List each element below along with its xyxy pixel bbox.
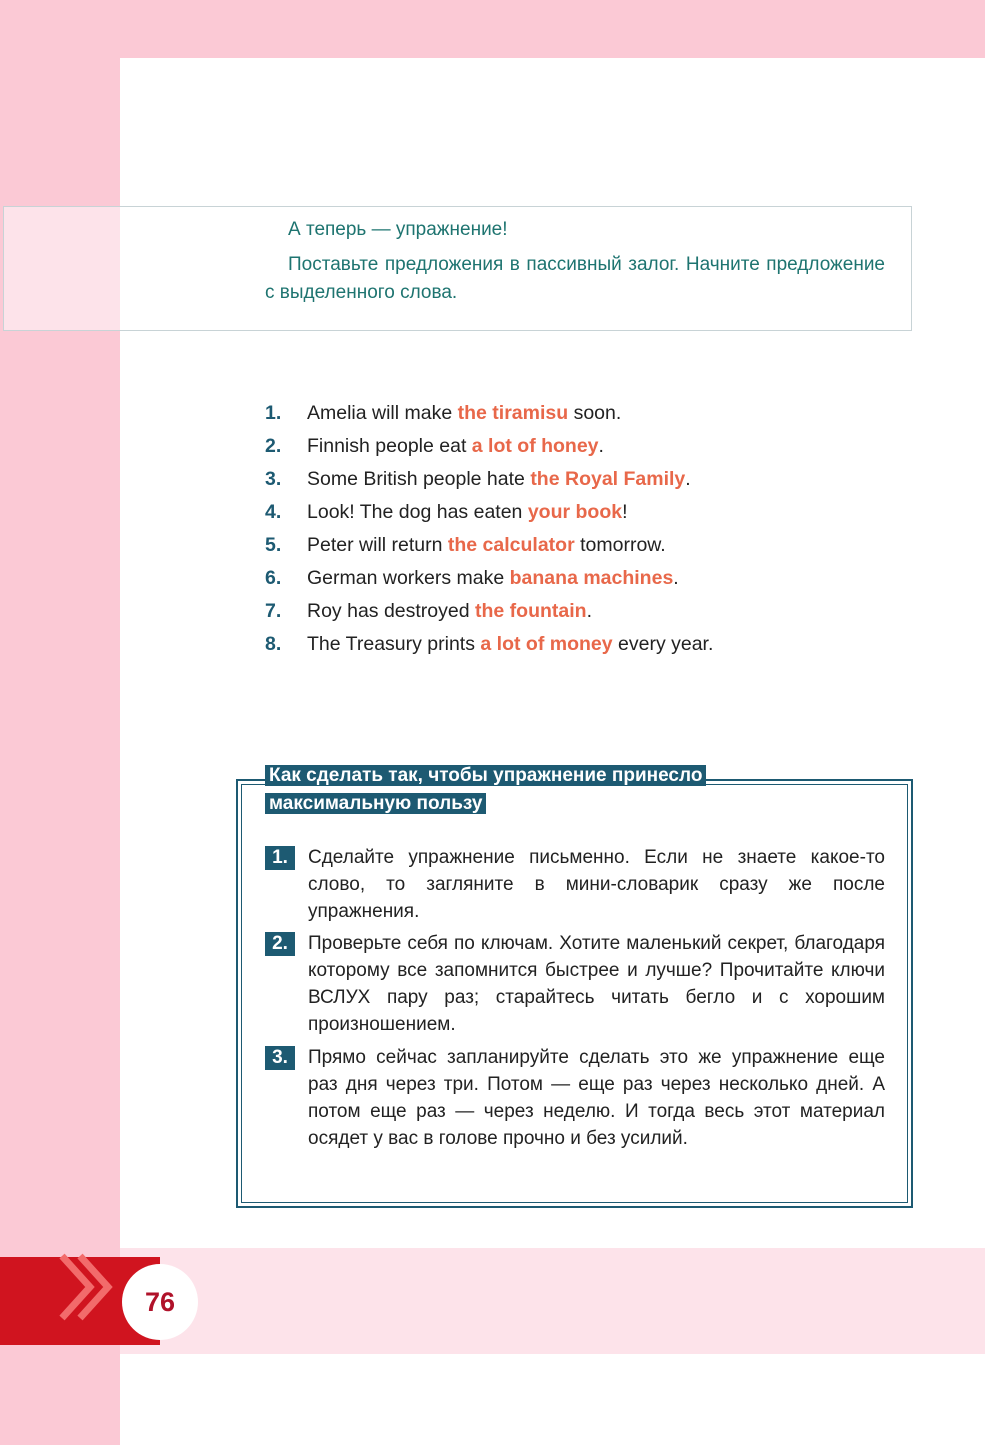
- double-chevron-icon: [56, 1252, 116, 1322]
- exercise-item: [265, 595, 713, 628]
- tip-number-badge: 1.: [265, 846, 295, 870]
- tip-item: [265, 844, 885, 925]
- exercise-item: [265, 463, 713, 496]
- item-text: Finnish people eat a lot of honey.: [307, 435, 604, 457]
- page-top-band: [0, 0, 985, 58]
- highlighted-word: the calculator: [447, 534, 575, 556]
- highlighted-word: the fountain: [475, 600, 587, 622]
- highlighted-word: the Royal Family: [530, 468, 686, 490]
- exercise-item: [265, 496, 713, 529]
- exercise-item: [265, 628, 713, 661]
- item-text: Amelia will make the tiramisu soon.: [307, 402, 622, 424]
- exercise-list: [265, 397, 713, 661]
- item-text: Look! The dog has eaten your book!: [307, 501, 628, 523]
- intro-title: А теперь — упражнение!: [288, 219, 508, 240]
- item-text: Peter will return the calculator tomorrow.: [307, 534, 666, 556]
- tip-number-badge: 2.: [265, 932, 295, 956]
- intro-instruction: Поставьте предложения в пассивный залог. Начните предложение с выделенного слова.: [265, 254, 885, 303]
- highlighted-word: your book: [527, 501, 623, 523]
- exercise-item: [265, 529, 713, 562]
- highlighted-word: a lot of honey: [471, 435, 599, 457]
- item-number: 8.: [265, 633, 282, 655]
- item-number: 1.: [265, 402, 282, 424]
- item-number: 2.: [265, 435, 282, 457]
- item-text: Roy has destroyed the fountain.: [307, 600, 593, 622]
- intro-box-shade: [4, 207, 120, 330]
- exercise-item: [265, 397, 713, 430]
- exercise-item: [265, 430, 713, 463]
- highlighted-word: banana machines: [509, 567, 674, 589]
- tip-text: Прямо сейчас запланируйте сделать это же упражнение еще раз дня через три. Потом — еще раз через несколько дней. А потом еще раз — через неделю. И тогда весь этот материал осядет у вас в голове прочно и без усилий.: [308, 1047, 885, 1149]
- item-number: 3.: [265, 468, 282, 490]
- item-text: The Treasury prints a lot of money every year.: [307, 633, 714, 655]
- tips-title: Как сделать так, чтобы упражнение принесло максимальную пользу: [265, 762, 785, 818]
- tip-item: [265, 1044, 885, 1152]
- item-number: 6.: [265, 567, 282, 589]
- page-number: 76: [122, 1264, 198, 1340]
- item-text: German workers make banana machines.: [307, 567, 679, 589]
- item-number: 5.: [265, 534, 282, 556]
- tip-number-badge: 3.: [265, 1046, 295, 1070]
- highlighted-word: the tiramisu: [457, 402, 569, 424]
- tip-item: [265, 930, 885, 1038]
- highlighted-word: a lot of money: [480, 633, 613, 655]
- footer-band: [120, 1248, 985, 1354]
- item-number: 7.: [265, 600, 282, 622]
- tip-text: Сделайте упражнение письменно. Если не знаете какое-то слово, то загляните в мини-словарик сразу же после упражнения.: [308, 847, 885, 922]
- tip-text: Проверьте себя по ключам. Хотите маленький секрет, благодаря которому все запомнится быстрее и лучше? Прочитайте ключи ВСЛУХ пару раз; старайтесь читать бегло и с хорошим произношением.: [308, 933, 885, 1035]
- item-number: 4.: [265, 501, 282, 523]
- exercise-item: [265, 562, 713, 595]
- item-text: Some British people hate the Royal Family.: [307, 468, 691, 490]
